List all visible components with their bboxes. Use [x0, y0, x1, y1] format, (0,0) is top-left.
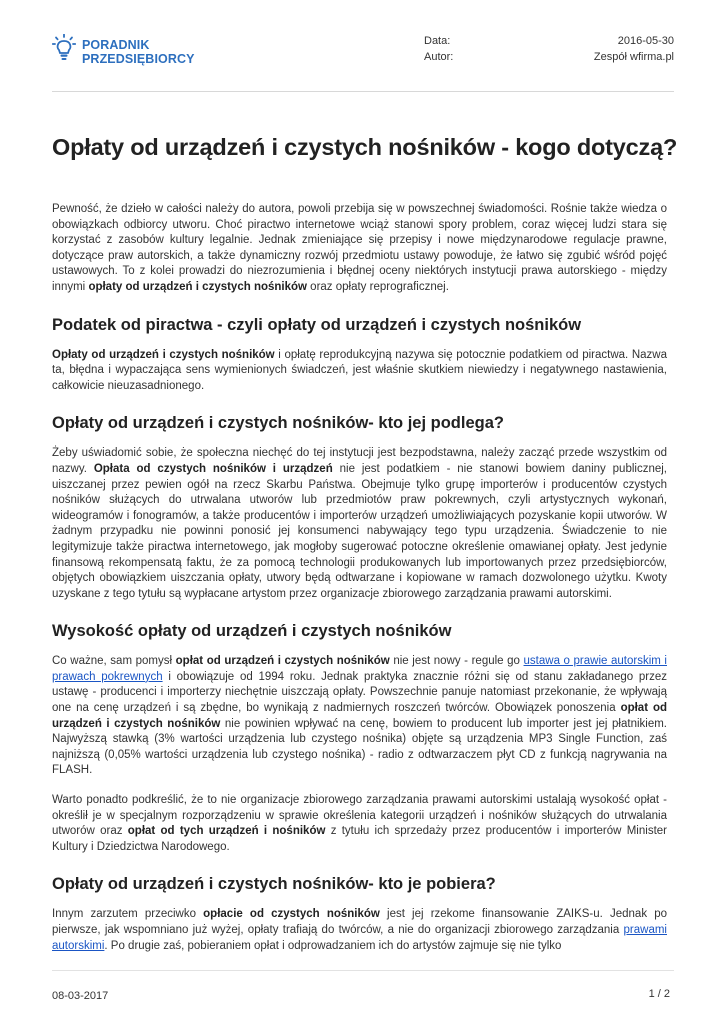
- date-value: 2016-05-30: [617, 35, 674, 47]
- logo-wordmark: [82, 38, 195, 66]
- bold-phrase: Opłaty od urządzeń i czystych nośników: [52, 348, 275, 361]
- date-label: Data:: [424, 35, 451, 47]
- section-heading-piracy-tax: Podatek od piractwa - czyli opłaty od urządzeń i czystych nośników: [52, 315, 582, 334]
- section-heading-who-pays: Opłaty od urządzeń i czystych nośników- kto jej podlega?: [52, 414, 504, 433]
- footer-divider: [52, 970, 674, 971]
- section-heading-amount: Wysokość opłaty od urządzeń i czystych nośników: [52, 622, 452, 641]
- lightbulb-icon: [52, 34, 76, 64]
- paragraph-piracy-tax: Opłaty od urządzeń i czystych nośników i opłatę reprodukcyjną nazywa się potocznie podatkiem od piractwa. Nazwa ta, błędna i wypaczająca sens wymienionych świadczeń, jest właśnie skutkiem niewiedzy i negatywnego nastawienia, całkowicie nieuzasadnionego.: [52, 348, 667, 392]
- copyright-link[interactable]: prawami autorskimi: [52, 924, 667, 952]
- footer-date: 08-03-2017: [52, 990, 109, 1002]
- author-value: Zespół wfirma.pl: [593, 51, 674, 63]
- bold-phrase: opłat od urządzeń i czystych nośników: [175, 655, 390, 668]
- paragraph-who-pays: Żeby uświadomić sobie, że społeczna niechęć do tej instytucji jest bezpodstawna, należy zacząć przede wszystkim od nazwy. Opłata od czystych nośników i urządzeń nie jest podatkiem - nie stanowi bowiem daniny publicznej, uiszczanej przez pewien ogół na rzecz Skarbu Państwa. Obejmuje tylko grupę importerów i producentów czystych nośników służących do utrwalana utworów lub przedmiotów praw pokrewnych, czyli artystycznych wykonań, wideogramów i fonogramów, a także producentów i importerów urządzeń umożliwiających pozyskanie kopii utworów. W żadnym przypadku nie powinni ponosić jej konsumenci nabywający tego typu urządzenia. Świadczenie to nie legitymizuje także piractwa internetowego, jak mogłoby sugerować potoczne określenie omawianej opłaty. Jest jedynie finansową rekompensatą faktu, że za pomocą technologii produkowanych lub importowanych przez przedsiębiorców, objętych obowiązkiem uiszczania opłaty, utwory będą odtwarzane i kopiowane w ramach dozwolonego użytku. Kwoty uzyskane z tego tytułu są wypłacane artystom przez organizacje zbiorowego zarządzania prawami autorskimi.: [52, 447, 667, 600]
- logo-line-2: PRZEDSIĘBIORCY: [82, 52, 195, 66]
- meta-author-row: [424, 49, 674, 65]
- logo[interactable]: [52, 30, 212, 70]
- page-header: [52, 30, 674, 74]
- logo-line-1: PORADNIK: [82, 38, 150, 52]
- bold-phrase: opłat od tych urządzeń i nośników: [127, 825, 326, 838]
- page-title: Opłaty od urządzeń i czystych nośników - kogo dotyczą?: [52, 134, 678, 160]
- copyright-act-link[interactable]: ustawa o prawie autorskim i prawach pokrewnych: [52, 655, 667, 683]
- document-meta: [424, 33, 674, 65]
- paragraph-who-collects: Innym zarzutem przeciwko opłacie od czystych nośników jest jej rzekome finansowanie ZAIKS-u. Jednak po pierwsze, jak wspomniano już wyżej, opłaty trafiają do twórców, a nie do organizacji zbiorowego zarządzania prawami autorskimi. Po drugie zaś, pobieraniem opłat i odprowadzaniem ich do artystów zajmuje się nie tylko: [52, 908, 667, 952]
- section-heading-who-collects: Opłaty od urządzeń i czystych nośników- kto je pobiera?: [52, 875, 496, 894]
- article-body: [52, 132, 678, 954]
- bold-phrase: Opłata od czystych nośników i urządzeń: [93, 462, 333, 475]
- author-label: Autor:: [424, 51, 454, 63]
- paragraph-amount-1: Co ważne, sam pomysł opłat od urządzeń i czystych nośników nie jest nowy - regule go ustawa o prawie autorskim i prawach pokrewnych i obowiązuje od 1994 roku. Jednak praktyka znacznie różni się od stanu zakładanego przez ustawę - producenci i importerzy niechętnie uiszczają opłaty. Powszechnie panuje natomiast przekonanie, że wpływają one na cenę urządzeń i są zbędne, bo wynikają z nadmiernych roszczeń twórców. Obowiązek ponoszenia opłat od urządzeń i czystych nośników nie powinien wpływać na cenę, bowiem to producent lub importer jest jej płatnikiem. Najwyższą stawką (3% wartości urządzenia lub czystego nośnika) objęte są urządzenia MP3 Single Function, zaś najniższą (0,05% wartości urządzenia lub czystego nośnika) - radio z odtwarzaczem płyt CD z funkcją nagrywania na FLASH.: [52, 655, 668, 777]
- meta-date-row: [424, 33, 674, 49]
- intro-paragraph: Pewność, że dzieło w całości należy do autora, powoli przebija się w powszechnej świadomości. Rośnie także wiedza o obowiązkach odbiorcy utworu. Choć piractwo internetowe wciąż stanowi spory problem, coraz więcej ludzi stara się korzystać z zasobów kultury legalnie. Jednak zmieniające się przepisy i nowe międzynarodowe regulacje prawne, dotyczące praw autorskich, a także dynamiczny rozwój przedmiotu ustawy powoduje, że łatwo się zgubić wśród pojęć ustawowych. To z kolei prowadzi do niezrozumienia i błędnej oceny niektórych instytucji prawa autorskiego - między innymi opłaty od urządzeń i czystych nośników oraz opłaty reprograficznej.: [52, 203, 667, 293]
- bold-phrase: opłaty od urządzeń i czystych nośników: [88, 280, 307, 293]
- bold-phrase: opłat od urządzeń i czystych nośników: [52, 702, 667, 730]
- page-number: 1 / 2: [648, 988, 670, 1000]
- header-divider: [52, 91, 674, 92]
- paragraph-amount-2: Warto ponadto podkreślić, że to nie organizacje zbiorowego zarządzania prawami autorskimi ustalają wysokość opłat - określił je w specjalnym rozporządzeniu w sprawie określenia kategorii urządzeń i nośników służących do utrwalania utworów oraz opłat od tych urządzeń i nośników z tytułu ich sprzedaży przez producentów i importerów Minister Kultury i Dziedzictwa Narodowego.: [52, 794, 667, 853]
- bold-phrase: opłacie od czystych nośników: [203, 908, 380, 921]
